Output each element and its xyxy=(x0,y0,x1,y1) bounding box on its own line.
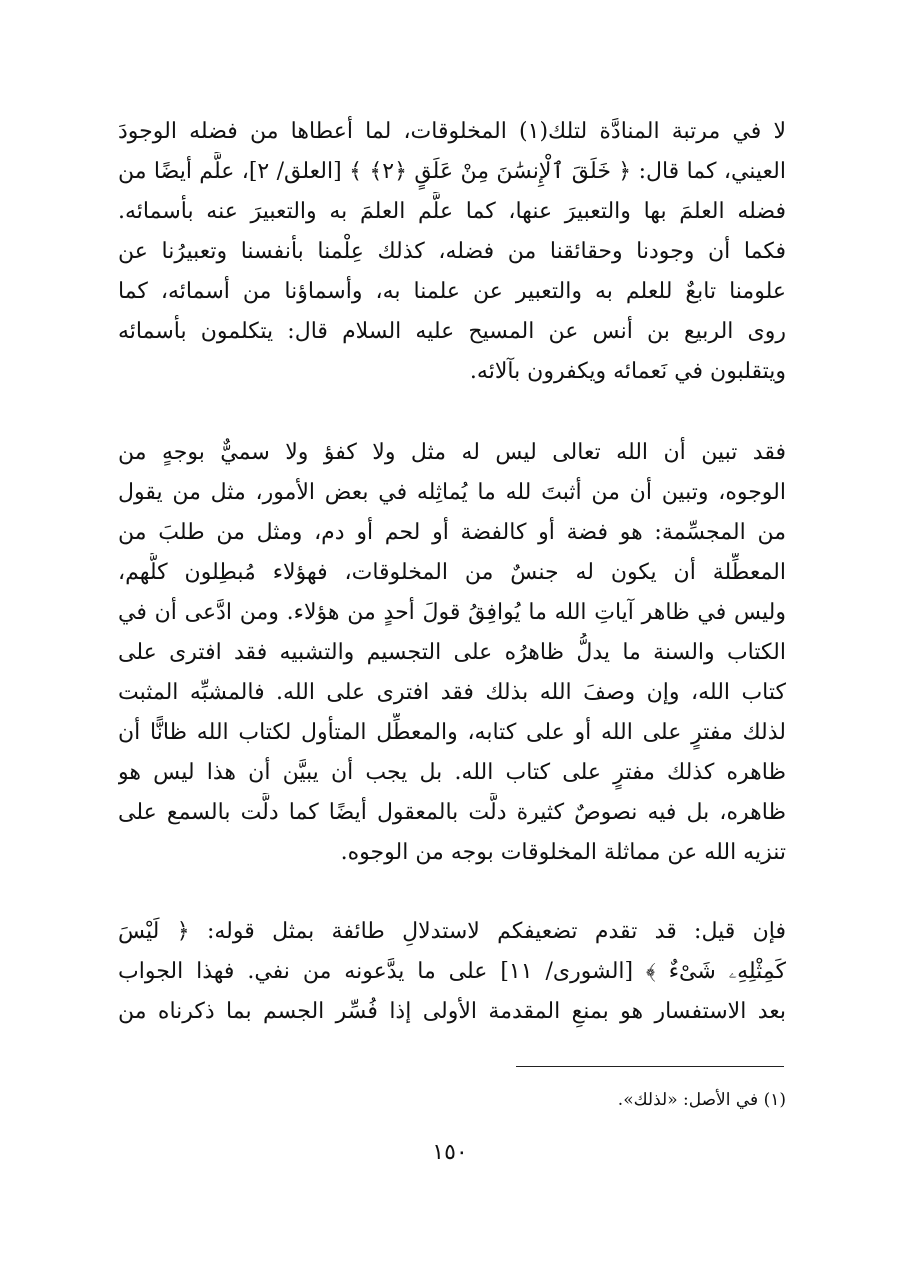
page-number: ١٥٠ xyxy=(432,1140,468,1165)
paragraph-3 xyxy=(118,912,786,1032)
text-line: فإن قيل: قد تقدم تضعيفكم لاستدلالِ طائفة بمثل قوله: ﴿ لَيْسَ xyxy=(118,919,786,944)
text-line: من المجسِّمة: هو فضة أو كالفضة أو لحم أو دم، ومثل من طلبَ من xyxy=(118,520,786,545)
paragraph-2 xyxy=(118,433,786,873)
text-line: لذلك مفترٍ على الله أو على كتابه، والمعطِّل المتأول لكتاب الله ظانًّا أن xyxy=(118,720,786,745)
text-line: العيني، كما قال: ﴿ خَلَقَ ٱلْإِنسَٰنَ مِنْ عَلَقٍ ﴿٢﴾ ﴾ [العلق/ ٢]، علَّم أيضًا من xyxy=(118,159,786,184)
footnote-divider xyxy=(516,1066,784,1067)
text-line: فضله العلمَ بها والتعبيرَ عنها، كما علَّم العلمَ به والتعبيرَ عنه بأسمائه. xyxy=(118,199,786,224)
text-line: ظاهره كذلك مفترٍ على كتاب الله. بل يجب أن يبيَّن أن هذا ليس هو xyxy=(118,760,786,785)
text-line: فكما أن وجودنا وحقائقنا من فضله، كذلك عِلْمنا بأنفسنا وتعبيرُنا عن xyxy=(118,239,786,264)
text-line: فقد تبين أن الله تعالى ليس له مثل ولا كفؤ ولا سميٌّ بوجهٍ من xyxy=(118,440,786,465)
text-line: ظاهره، بل فيه نصوصٌ كثيرة دلَّت بالمعقول أيضًا كما دلَّت بالسمع على xyxy=(118,800,786,825)
paragraph-1 xyxy=(118,112,786,392)
footnote: (١) في الأصل: «لذلك». xyxy=(617,1090,786,1110)
text-line: الكتاب والسنة ما يدلُّ ظاهرُه على التجسيم والتشبيه فقد افترى على xyxy=(118,640,786,665)
text-line: ويتقلبون في نَعمائه ويكفرون بآلائه. xyxy=(469,359,786,384)
text-line: بعد الاستفسار هو بمنعِ المقدمة الأولى إذا فُسِّر الجسم بما ذكرناه من xyxy=(118,999,786,1024)
text-line: الوجوه، وتبين أن من أثبتَ لله ما يُماثِله في بعض الأمور، مثل من يقول xyxy=(118,480,786,505)
text-line: المعطِّلة أن يكون له جنسٌ من المخلوقات، فهؤلاء مُبطِلون كلُّهم، xyxy=(118,560,786,585)
text-line: علومنا تابعٌ للعلم به والتعبير عن علمنا به، وأسماؤنا من أسمائه، كما xyxy=(118,279,786,304)
text-line: وليس في ظاهر آياتِ الله ما يُوافِقُ قولَ أحدٍ من هؤلاء. ومن ادَّعى أن في xyxy=(118,600,786,625)
text-line: كَمِثْلِهِۦ شَىْءٌ ﴾ [الشورى/ ١١] على ما يدَّعونه من نفي. فهذا الجواب xyxy=(118,959,786,984)
text-line: روى الربيع بن أنس عن المسيح عليه السلام قال: يتكلمون بأسمائه xyxy=(118,319,786,344)
text-line: تنزيه الله عن مماثلة المخلوقات بوجه من الوجوه. xyxy=(340,840,786,865)
text-line: لا في مرتبة المنادَّة لتلك(١) المخلوقات، لما أعطاها من فضله الوجودَ xyxy=(118,119,786,144)
text-line: كتاب الله، وإن وصفَ الله بذلك فقد افترى على الله. فالمشبِّه المثبت xyxy=(118,680,786,705)
